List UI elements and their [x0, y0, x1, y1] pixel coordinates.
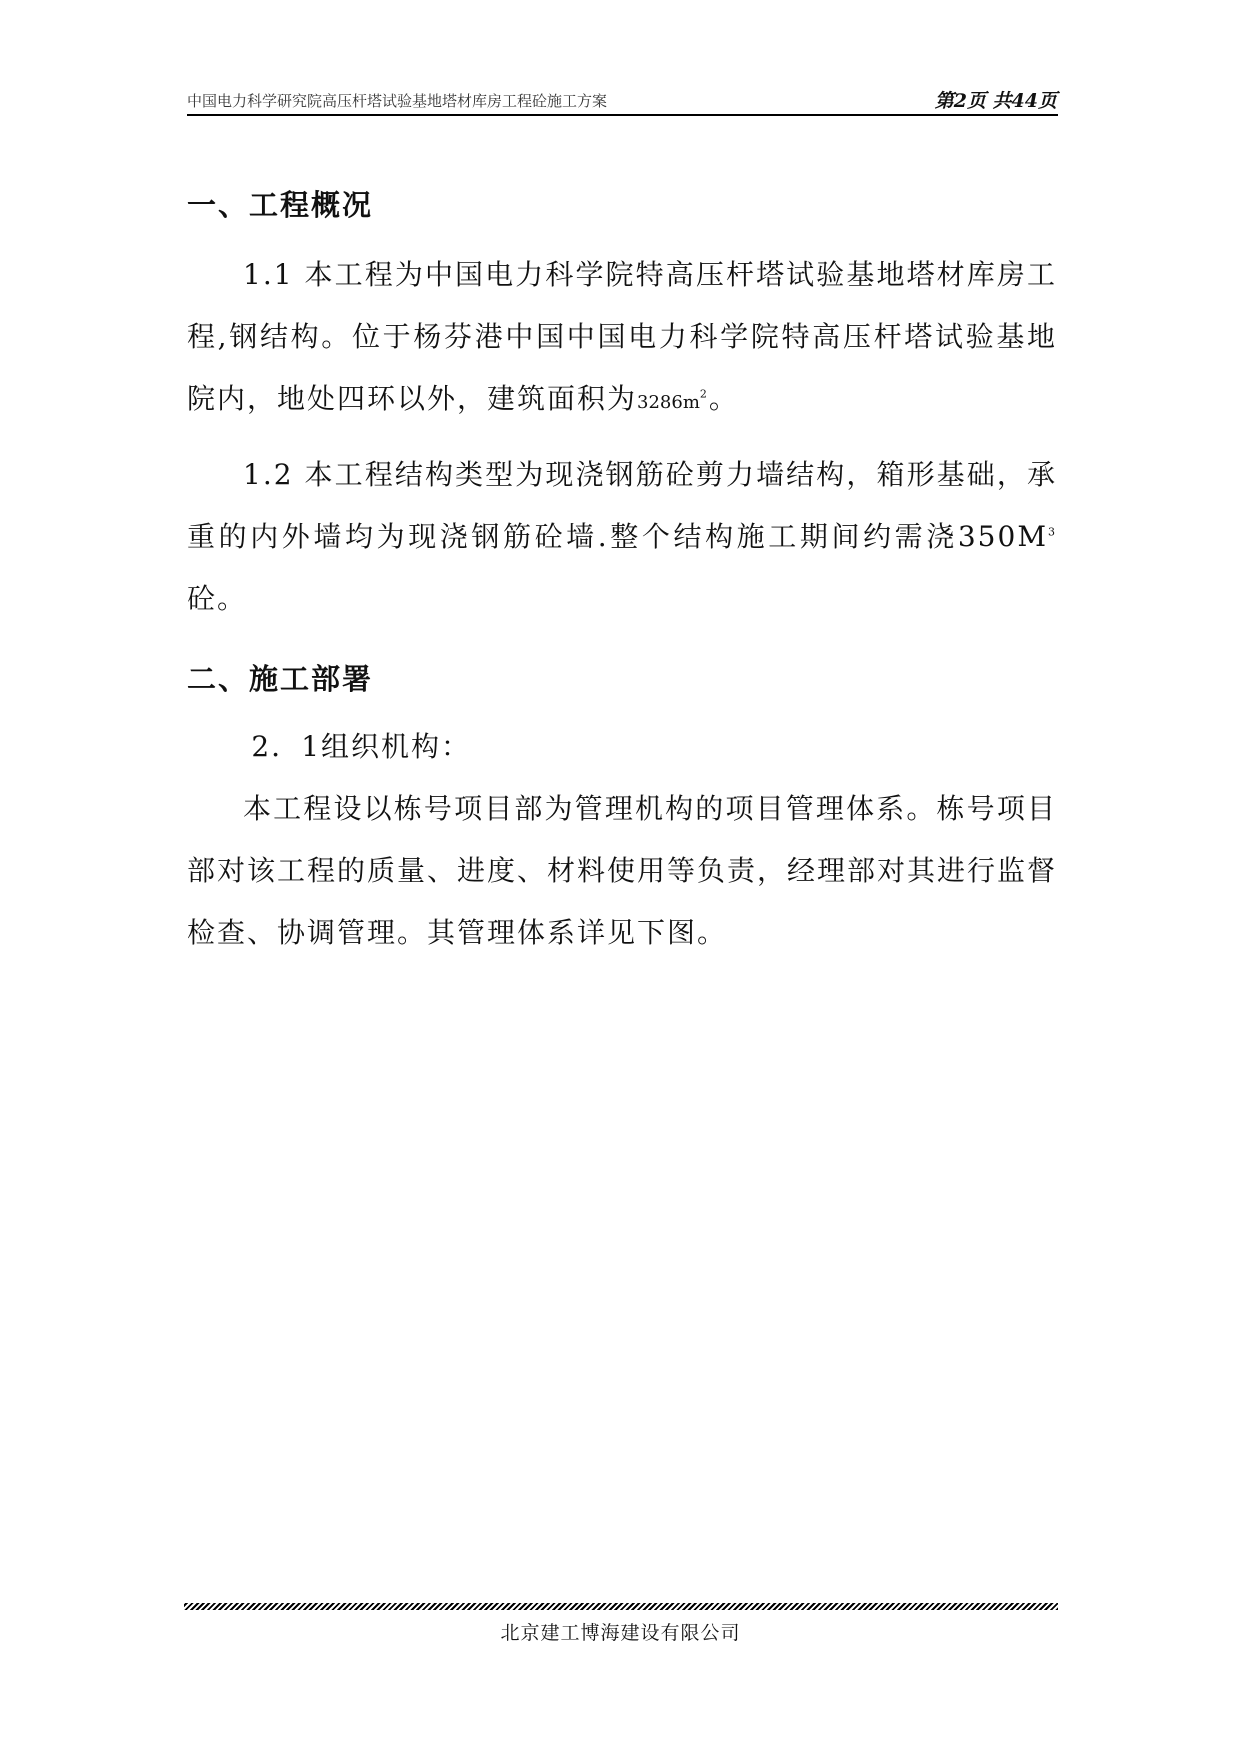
page-header — [187, 86, 1057, 116]
area-superscript: 2 — [699, 387, 709, 401]
paragraph-1-1-end: 。 — [708, 382, 739, 415]
section-heading-1: 一、工程概况 — [187, 188, 374, 222]
section-heading-2: 二、施工部署 — [187, 662, 374, 696]
paragraph-1-2-text: 1.2 本工程结构类型为现浇钢筋砼剪力墙结构，箱形基础，承重的内外墙均为现浇钢筋砼墙.整个结构施工期间约需浇350M — [187, 458, 1057, 553]
paragraph-1-1-text: 1.1 本工程为中国电力科学院特高压杆塔试验基地塔材库房工程,钢结构。位于杨芬港中国中国电力科学院特高压杆塔试验基地院内，地处四环以外，建筑面积为 — [187, 258, 1057, 415]
volume-superscript: 3 — [1048, 525, 1057, 539]
subsection-heading-2-1: 2．1组织机构： — [251, 730, 472, 763]
document-body — [187, 180, 1057, 964]
paragraph-1-2 — [187, 444, 1057, 630]
footer-company: 北京建工博海建设有限公司 — [500, 1622, 741, 1644]
area-value: 3286m — [637, 392, 700, 413]
footer-divider — [184, 1603, 1058, 1610]
header-divider — [187, 114, 1058, 116]
document-title: 中国电力科学研究院高压杆塔试验基地塔材库房工程砼施工方案 — [187, 92, 608, 110]
paragraph-1-2-end: 砼。 — [187, 582, 248, 615]
paragraph-2-1: 本工程设以栋号项目部为管理机构的项目管理体系。栋号项目部对该工程的质量、进度、材料使用等负责，经理部对其进行监督检查、协调管理。其管理体系详见下图。 — [187, 792, 1058, 949]
paragraph-1-1 — [187, 244, 1057, 434]
page-indicator: 第2页 共44页 — [934, 90, 1057, 112]
